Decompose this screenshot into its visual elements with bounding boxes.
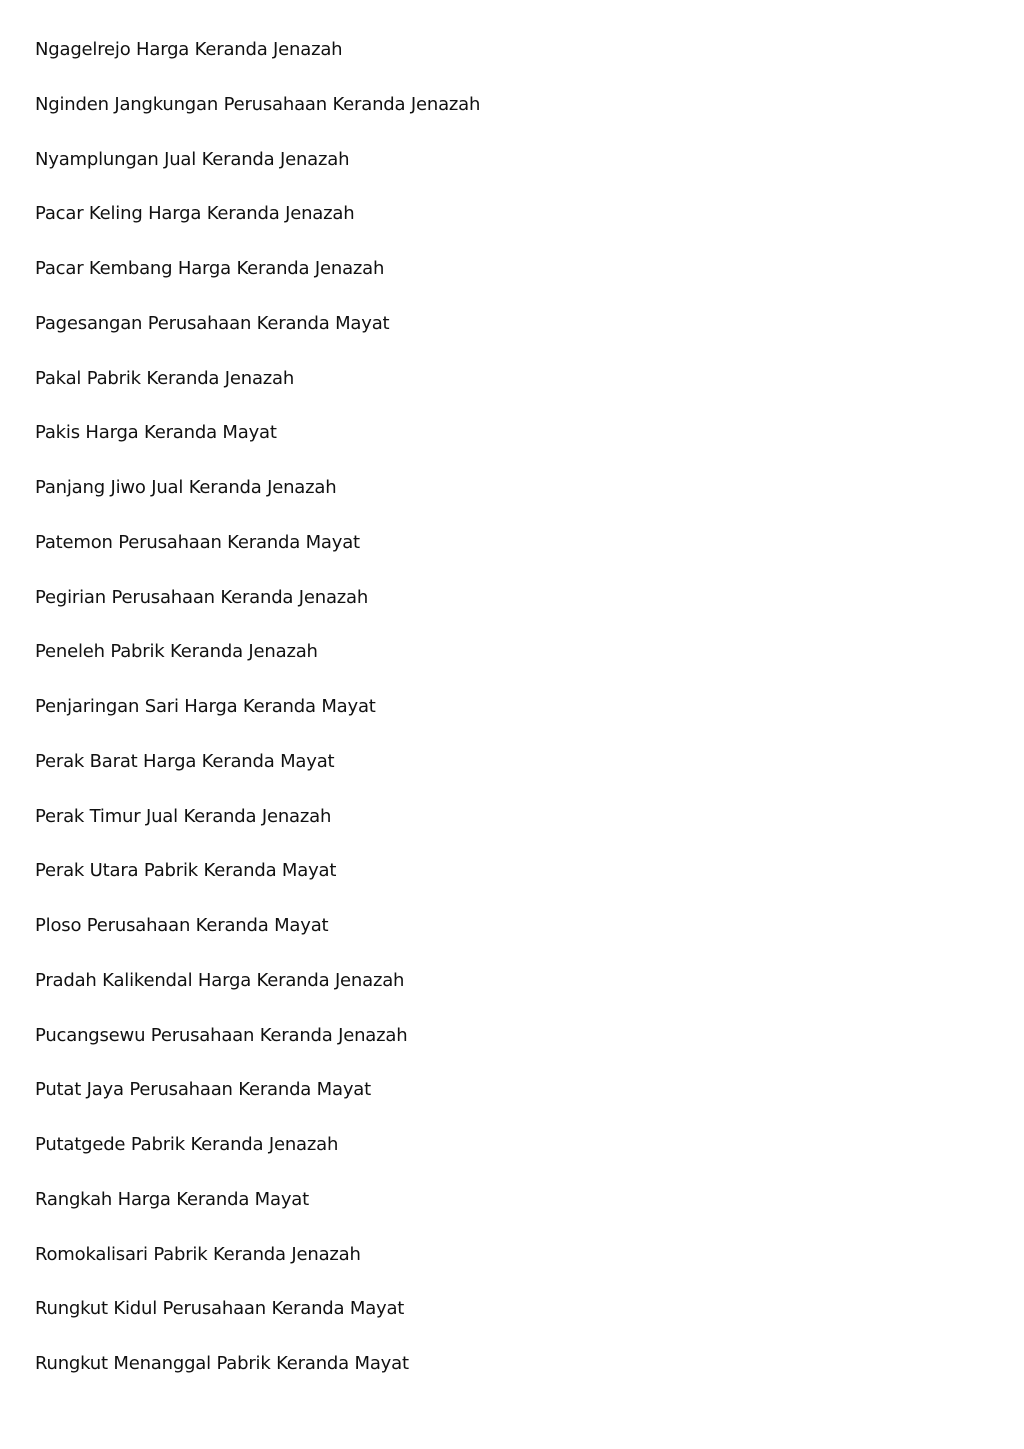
list-item: Pagesangan Perusahaan Keranda Mayat <box>35 312 390 334</box>
list-item: Pakis Harga Keranda Mayat <box>35 422 277 444</box>
list-item: Putat Jaya Perusahaan Keranda Mayat <box>35 1079 371 1101</box>
list-item: Perak Timur Jual Keranda Jenazah <box>35 805 332 827</box>
list-item: Panjang Jiwo Jual Keranda Jenazah <box>35 477 337 498</box>
location-list <box>35 36 995 1405</box>
list-item: Nginden Jangkungan Perusahaan Keranda Jenazah <box>35 93 481 115</box>
list-item: Pacar Kembang Harga Keranda Jenazah <box>35 258 385 279</box>
list-item: Peneleh Pabrik Keranda Jenazah <box>35 641 318 663</box>
list-item: Penjaringan Sari Harga Keranda Mayat <box>35 696 376 717</box>
list-item: Pakal Pabrik Keranda Jenazah <box>35 367 295 389</box>
list-item: Pacar Keling Harga Keranda Jenazah <box>35 203 355 225</box>
list-item: Pradah Kalikendal Harga Keranda Jenazah <box>35 969 405 991</box>
list-item: Perak Utara Pabrik Keranda Mayat <box>35 860 337 882</box>
list-item: Nyamplungan Jual Keranda Jenazah <box>35 148 350 170</box>
list-item: Rungkut Menanggal Pabrik Keranda Mayat <box>35 1353 409 1374</box>
list-item: Patemon Perusahaan Keranda Mayat <box>35 531 360 553</box>
list-item: Putatgede Pabrik Keranda Jenazah <box>35 1134 339 1155</box>
list-item: Rangkah Harga Keranda Mayat <box>35 1188 309 1210</box>
list-item: Ploso Perusahaan Keranda Mayat <box>35 915 329 936</box>
list-item: Perak Barat Harga Keranda Mayat <box>35 750 335 772</box>
list-item: Pegirian Perusahaan Keranda Jenazah <box>35 586 369 608</box>
list-item: Rungkut Kidul Perusahaan Keranda Mayat <box>35 1298 405 1320</box>
list-item: Pucangsewu Perusahaan Keranda Jenazah <box>35 1024 408 1046</box>
list-item: Ngagelrejo Harga Keranda Jenazah <box>35 39 343 60</box>
list-item: Romokalisari Pabrik Keranda Jenazah <box>35 1243 361 1265</box>
